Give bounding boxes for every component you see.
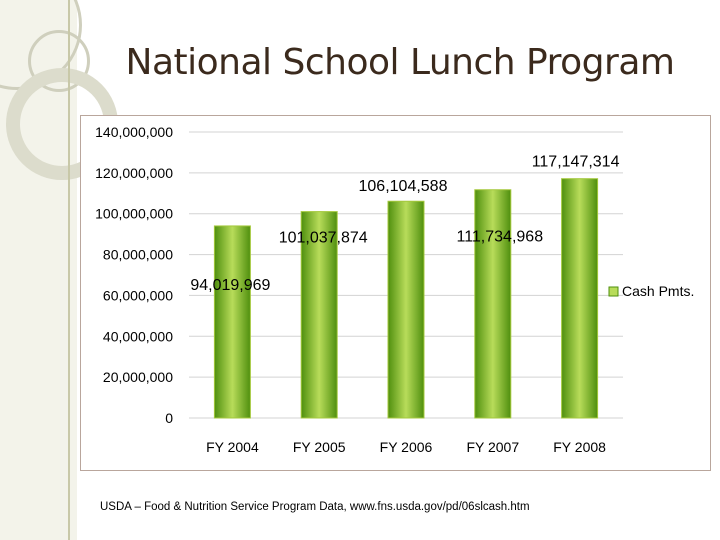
y-tick-label: 120,000,000 <box>95 164 173 181</box>
slide-title: National School Lunch Program <box>125 42 675 83</box>
x-tick-label: FY 2006 <box>379 439 433 455</box>
data-label: 101,037,874 <box>278 229 368 247</box>
slide-left-rule <box>68 0 70 540</box>
y-tick-label: 80,000,000 <box>102 246 173 263</box>
bar <box>475 190 511 418</box>
y-tick-label: 20,000,000 <box>102 369 173 386</box>
y-tick-label: 140,000,000 <box>95 124 173 140</box>
bar <box>388 201 424 418</box>
data-label: 94,019,969 <box>190 276 271 294</box>
source-note: USDA – Food & Nutrition Service Program Data, www.fns.usda.gov/pd/06slcash.htm <box>100 501 530 513</box>
y-tick-label: 60,000,000 <box>102 287 173 304</box>
x-tick-label: FY 2007 <box>466 439 520 455</box>
x-tick-label: FY 2008 <box>553 439 606 455</box>
y-tick-label: 40,000,000 <box>102 328 173 345</box>
chart-frame <box>80 115 711 471</box>
x-tick-label: FY 2005 <box>292 439 346 455</box>
data-label: 106,104,588 <box>358 178 448 196</box>
bar-chart <box>81 116 710 470</box>
bar <box>214 226 250 418</box>
legend-label: Cash Pmts. <box>622 283 695 299</box>
data-label: 117,147,314 <box>531 153 620 171</box>
bar <box>562 179 598 418</box>
legend-swatch <box>609 287 618 296</box>
y-tick-label: 100,000,000 <box>95 205 173 222</box>
data-label: 111,734,968 <box>456 228 544 246</box>
x-tick-label: FY 2004 <box>206 439 259 455</box>
y-tick-label: 0 <box>165 410 173 426</box>
